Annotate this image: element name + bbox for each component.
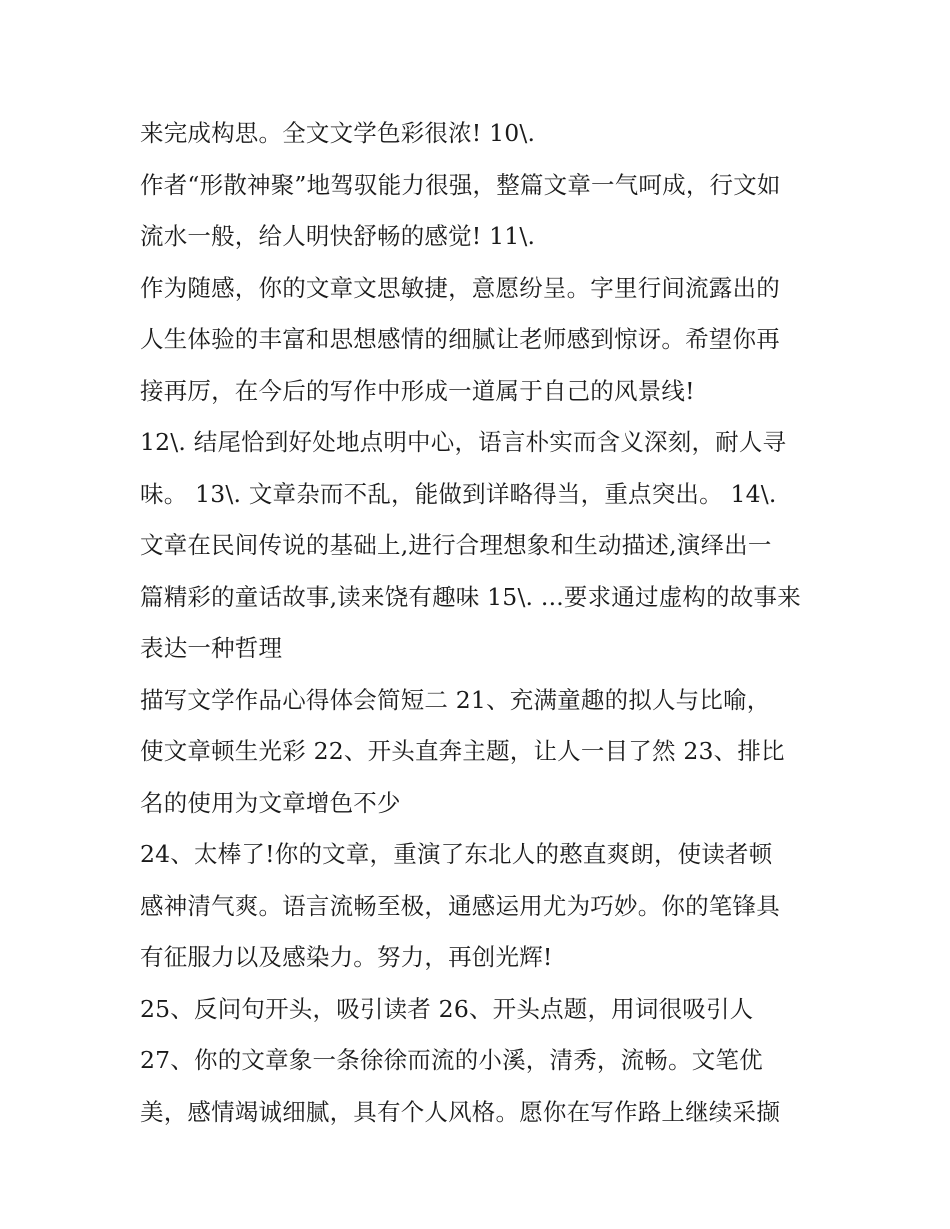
text-line: 篇精彩的童话故事,读来饶有趣味 15\. ...要求通过虚构的故事来 [140,582,801,611]
text-line: 名的使用为文章增色不少 [140,788,401,817]
text-line: 12\. 结尾恰到好处地点明中心，语言朴实而含义深刻，耐人寻 [140,428,787,456]
text-line: 来完成构思。全文文学色彩很浓! 10\. [140,119,536,147]
text-line: 有征服力以及感染力。努力，再创光辉! [140,943,553,971]
text-line: 表达一种哲理 [140,634,283,662]
text-line: 接再厉，在今后的写作中形成一道属于自己的风景线! [140,376,695,405]
body-text [140,108,830,1138]
text-line: 作为随感，你的文章文思敏捷，意愿纷呈。字里行间流露出的 [140,273,780,302]
text-line: 文章在民间传说的基础上,进行合理想象和生动描述,演绎出一 [140,531,772,559]
text-line: 27、你的文章象一条徐徐而流的小溪，清秀，流畅。文笔优 [140,1046,763,1074]
text-line: 描写文学作品心得体会简短二 21、充满童趣的拟人与比喻， [140,685,771,714]
text-line: 人生体验的丰富和思想感情的细腻让老师感到惊讶。希望你再 [140,325,780,353]
text-line: 25、反问句开头，吸引读者 26、开头点题，用词很吸引人 [140,994,754,1023]
text-line: 美，感情竭诚细腻，具有个人风格。愿你在写作路上继续采撷 [140,1097,780,1126]
text-line: 流水一般，给人明快舒畅的感觉! 11\. [140,222,536,250]
text-line: 作者“形散神聚”地驾驭能力很强，整篇文章一气呵成，行文如 [140,170,781,199]
text-line: 24、太棒了!你的文章，重演了东北人的憨直爽朗，使读者顿 [140,840,773,868]
text-line: 味。 13\. 文章杂而不乱，能做到详略得当，重点突出。 14\. [140,479,777,508]
text-line: 感神清气爽。语言流畅至极，通感运用尤为巧妙。你的笔锋具 [140,891,780,920]
text-line: 使文章顿生光彩 22、开头直奔主题，让人一目了然 23、排比 [140,737,785,765]
